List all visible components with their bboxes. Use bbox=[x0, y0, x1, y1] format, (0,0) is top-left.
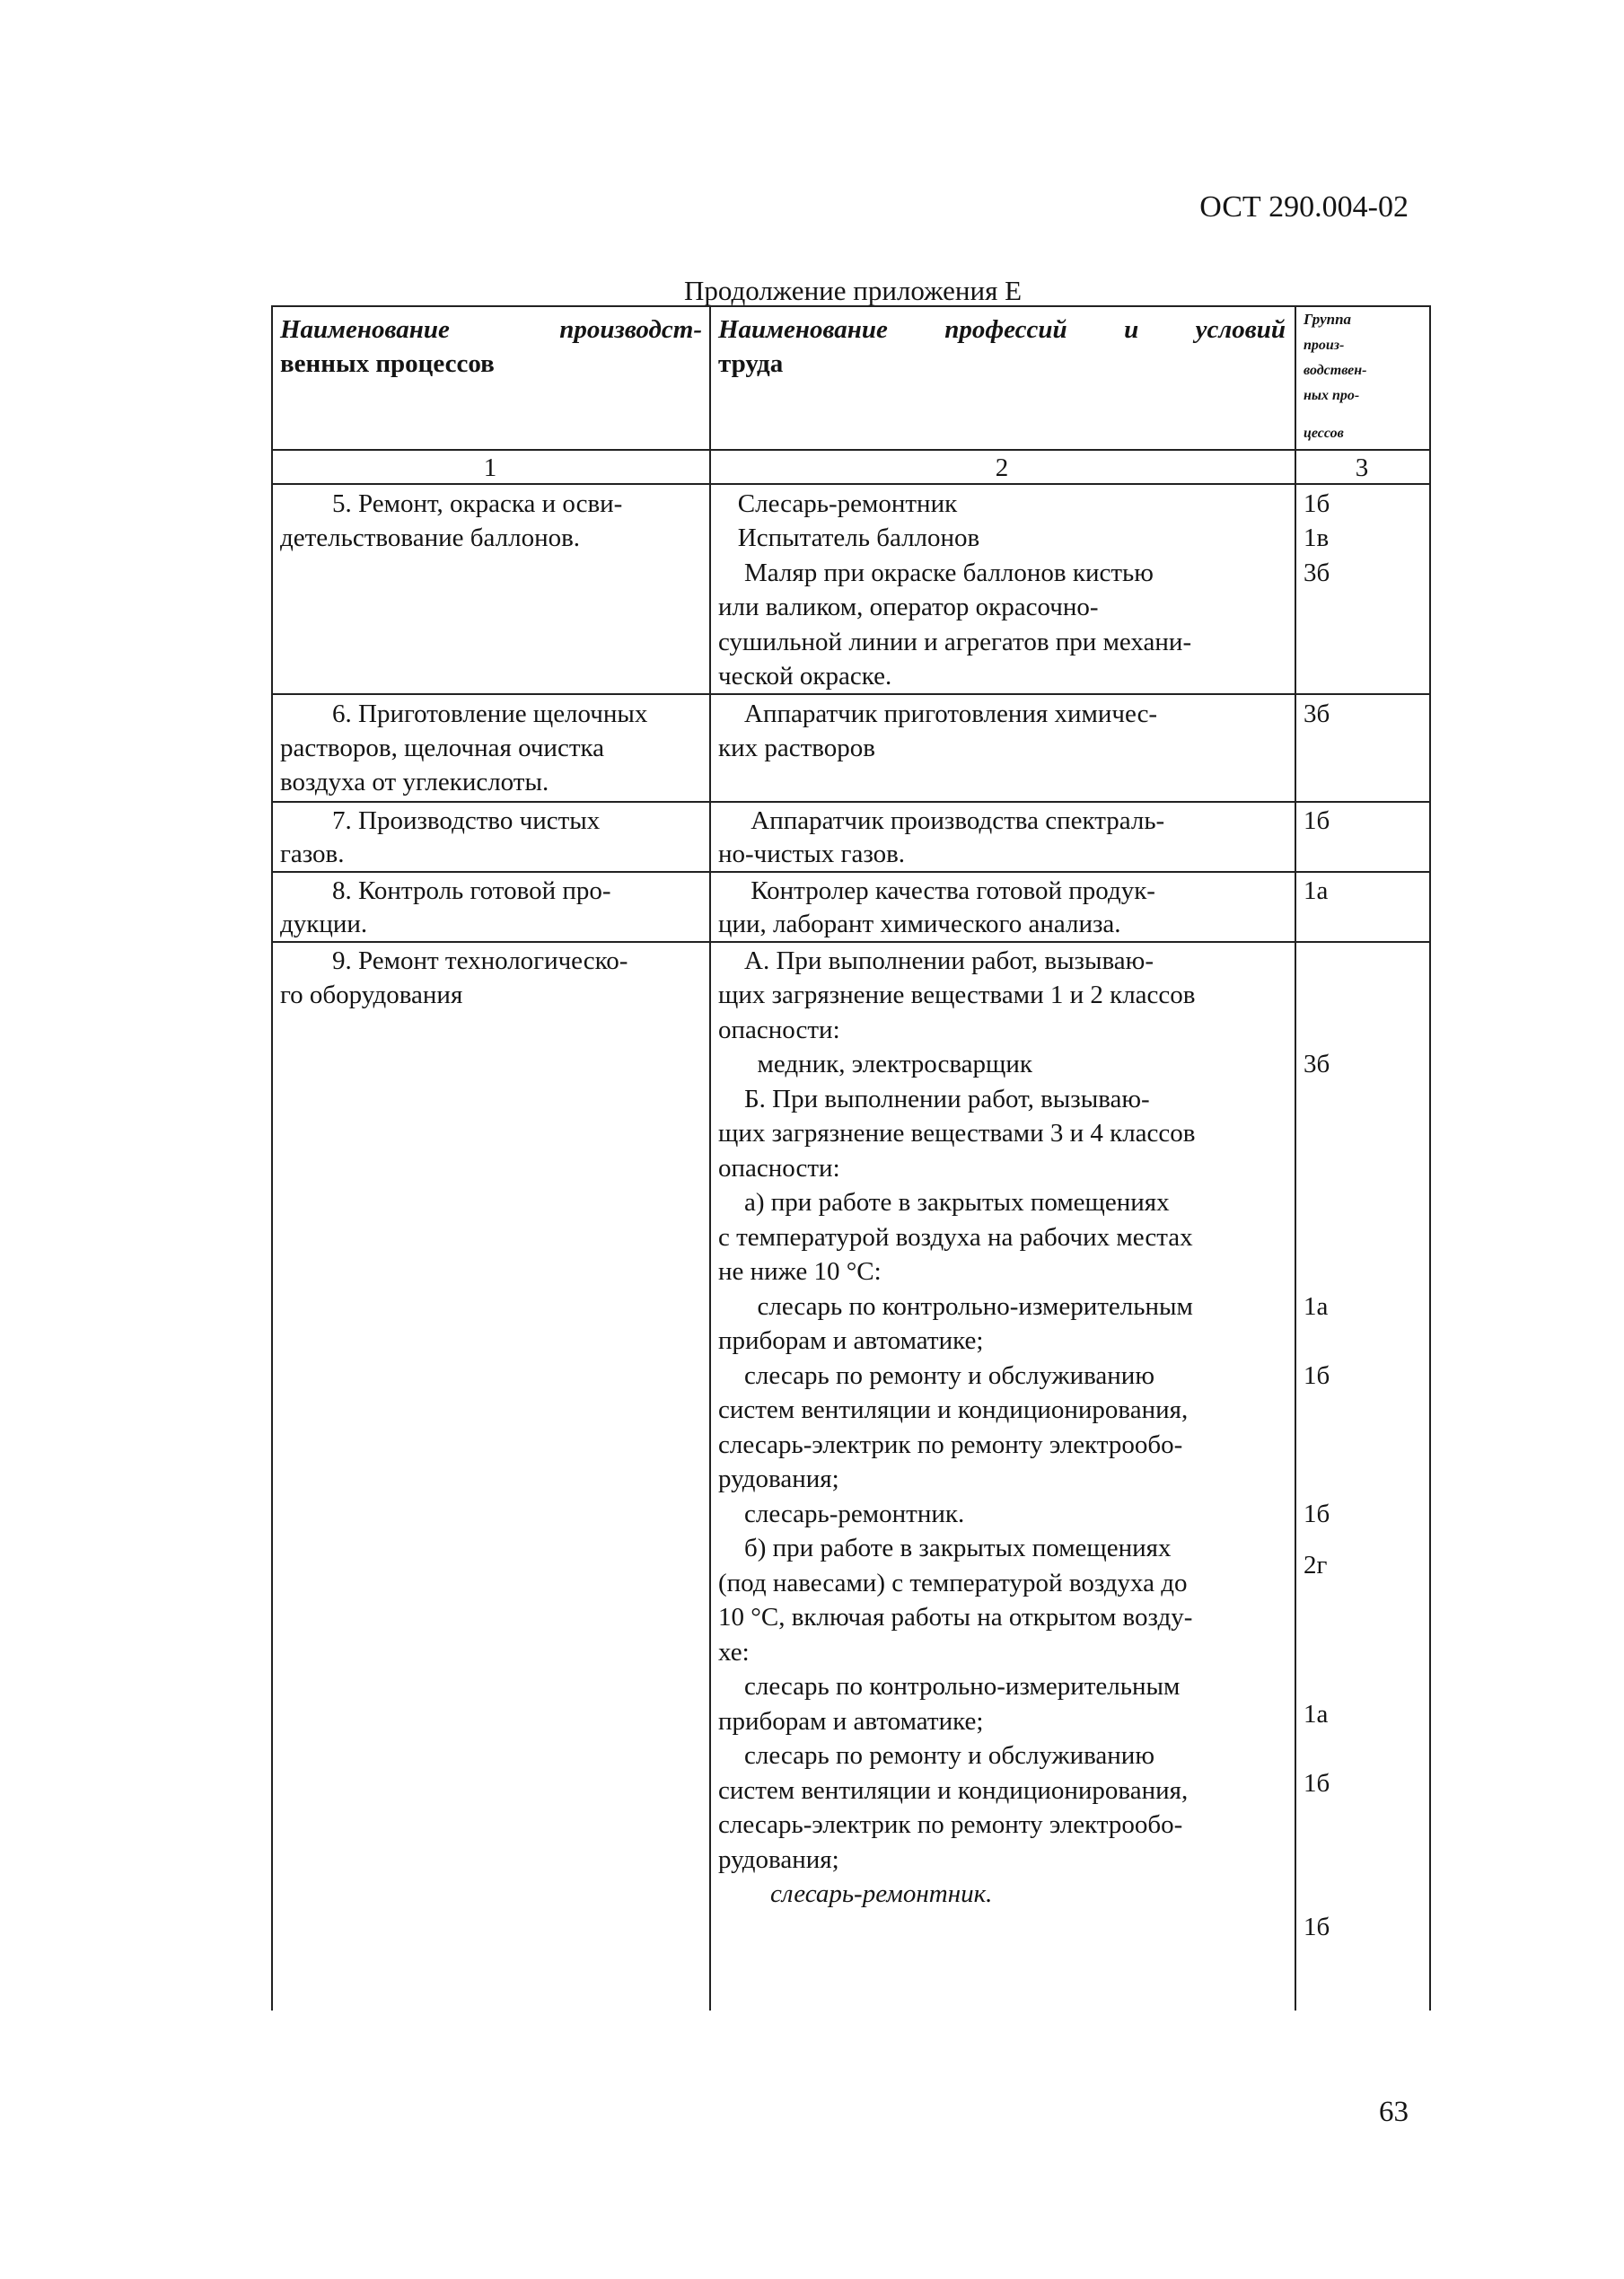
header-col3-line: Группа bbox=[1304, 311, 1352, 328]
process-line: 9. Ремонт технологическо- bbox=[332, 946, 628, 975]
profession-line: слесарь по ремонту и обслуживанию bbox=[718, 1741, 1154, 1770]
table-rule bbox=[709, 305, 711, 2011]
profession-line: 10 °С, включая работы на открытом возду- bbox=[718, 1603, 1193, 1632]
column-number: 2 bbox=[995, 453, 1009, 482]
profession-line: слесарь-ремонтник. bbox=[718, 1500, 965, 1528]
header-col1-line: венных процессов bbox=[280, 349, 495, 378]
profession-line: опасности: bbox=[718, 1016, 840, 1044]
header-col3-line: ных про- bbox=[1304, 388, 1360, 403]
profession-line: слесарь-электрик по ремонту электрообо- bbox=[718, 1810, 1183, 1839]
page-number: 63 bbox=[1379, 2096, 1409, 2128]
group-value: 1б bbox=[1304, 806, 1330, 835]
process-line: детельствование баллонов. bbox=[280, 524, 581, 552]
profession-line: приборам и автоматике; bbox=[718, 1707, 984, 1736]
process-line: 5. Ремонт, окраска и осви- bbox=[332, 489, 623, 518]
process-line: растворов, щелочная очистка bbox=[280, 734, 605, 762]
profession-line: а) при работе в закрытых помещениях bbox=[718, 1188, 1170, 1217]
process-line: 6. Приготовление щелочных bbox=[332, 700, 648, 728]
profession-line: Испытатель баллонов bbox=[718, 524, 980, 552]
profession-line: слесарь-ремонтник. bbox=[718, 1879, 993, 1908]
profession-line: но-чистых газов. bbox=[718, 840, 906, 868]
appendix-table bbox=[271, 305, 1431, 2011]
process-line: дукции. bbox=[280, 910, 368, 938]
group-value: 1в bbox=[1304, 524, 1330, 552]
group-value: 1б bbox=[1304, 489, 1330, 518]
group-value: 3б bbox=[1304, 700, 1330, 728]
group-value: 1а bbox=[1304, 876, 1329, 905]
group-value: 3б bbox=[1304, 1050, 1330, 1078]
profession-line: ческой окраске. bbox=[718, 662, 892, 691]
profession-line: Контролер качества готовой продук- bbox=[718, 876, 1155, 905]
group-value: 1а bbox=[1304, 1700, 1329, 1729]
document-code: ОСТ 290.004-02 bbox=[1199, 190, 1409, 224]
profession-line: ции, лаборант химического анализа. bbox=[718, 910, 1121, 938]
group-value: 2г bbox=[1304, 1551, 1328, 1579]
header-col2-line: Наименование профессий и условий bbox=[718, 315, 1286, 344]
profession-line: систем вентиляции и кондиционирования, bbox=[718, 1395, 1189, 1424]
header-col1-line: Наименование производст- bbox=[280, 315, 702, 344]
group-value: 1а bbox=[1304, 1292, 1329, 1321]
process-line: 8. Контроль готовой про- bbox=[332, 876, 611, 905]
profession-line: сушильной линии и агрегатов при механи- bbox=[718, 628, 1192, 656]
profession-line: приборам и автоматике; bbox=[718, 1326, 984, 1355]
process-line: 7. Производство чистых bbox=[332, 806, 601, 835]
profession-line: хе: bbox=[718, 1638, 750, 1667]
profession-line: опасности: bbox=[718, 1154, 840, 1183]
process-line: го оборудования bbox=[280, 981, 463, 1009]
profession-line: или валиком, оператор окрасочно- bbox=[718, 593, 1099, 621]
profession-line: (под навесами) с температурой воздуха до bbox=[718, 1569, 1188, 1597]
profession-line: рудования; bbox=[718, 1845, 839, 1874]
header-col3-line: произ- bbox=[1304, 338, 1345, 353]
profession-line: Аппаратчик приготовления химичес- bbox=[718, 700, 1158, 728]
group-value: 1б bbox=[1304, 1769, 1330, 1798]
profession-line: Слесарь-ремонтник bbox=[718, 489, 958, 518]
header-col3-line: водствен- bbox=[1304, 363, 1367, 378]
profession-line: Б. При выполнении работ, вызываю- bbox=[718, 1085, 1150, 1113]
table-rule bbox=[1429, 305, 1431, 2011]
profession-line: щих загрязнение веществами 3 и 4 классов bbox=[718, 1119, 1196, 1148]
profession-line: Аппаратчик производства спектраль- bbox=[718, 806, 1165, 835]
profession-line: рудования; bbox=[718, 1465, 839, 1493]
profession-line: Маляр при окраске баллонов кистью bbox=[718, 559, 1154, 587]
continuation-title: Продолжение приложения Е bbox=[683, 275, 1023, 306]
profession-line: медник, электросварщик bbox=[718, 1050, 1032, 1078]
profession-line: слесарь по контрольно-измерительным bbox=[718, 1672, 1181, 1701]
table-rule bbox=[271, 305, 1431, 307]
profession-line: ких растворов bbox=[718, 734, 875, 762]
profession-line: щих загрязнение веществами 1 и 2 классов bbox=[718, 981, 1196, 1009]
profession-line: б) при работе в закрытых помещениях bbox=[718, 1534, 1172, 1562]
group-value: 1б bbox=[1304, 1361, 1330, 1390]
profession-line: систем вентиляции и кондиционирования, bbox=[718, 1776, 1189, 1805]
group-value: 1б bbox=[1304, 1913, 1330, 1941]
profession-line: слесарь по ремонту и обслуживанию bbox=[718, 1361, 1154, 1390]
profession-line: слесарь-электрик по ремонту электрообо- bbox=[718, 1430, 1183, 1459]
column-number: 3 bbox=[1355, 453, 1369, 482]
group-value: 3б bbox=[1304, 559, 1330, 587]
process-line: газов. bbox=[280, 840, 345, 868]
profession-line: не ниже 10 °С: bbox=[718, 1257, 882, 1286]
process-line: воздуха от углекислоты. bbox=[280, 768, 549, 796]
profession-line: А. При выполнении работ, вызываю- bbox=[718, 946, 1154, 975]
profession-line: слесарь по контрольно-измерительным bbox=[718, 1292, 1193, 1321]
table-rule bbox=[271, 305, 273, 2011]
table-rule bbox=[1295, 305, 1296, 2011]
column-number: 1 bbox=[483, 453, 497, 482]
table-rule bbox=[271, 801, 1431, 803]
group-value: 1б bbox=[1304, 1500, 1330, 1528]
header-col3-line: цессов bbox=[1304, 426, 1344, 441]
header-col2-line: труда bbox=[718, 349, 784, 378]
profession-line: с температурой воздуха на рабочих местах bbox=[718, 1223, 1193, 1252]
